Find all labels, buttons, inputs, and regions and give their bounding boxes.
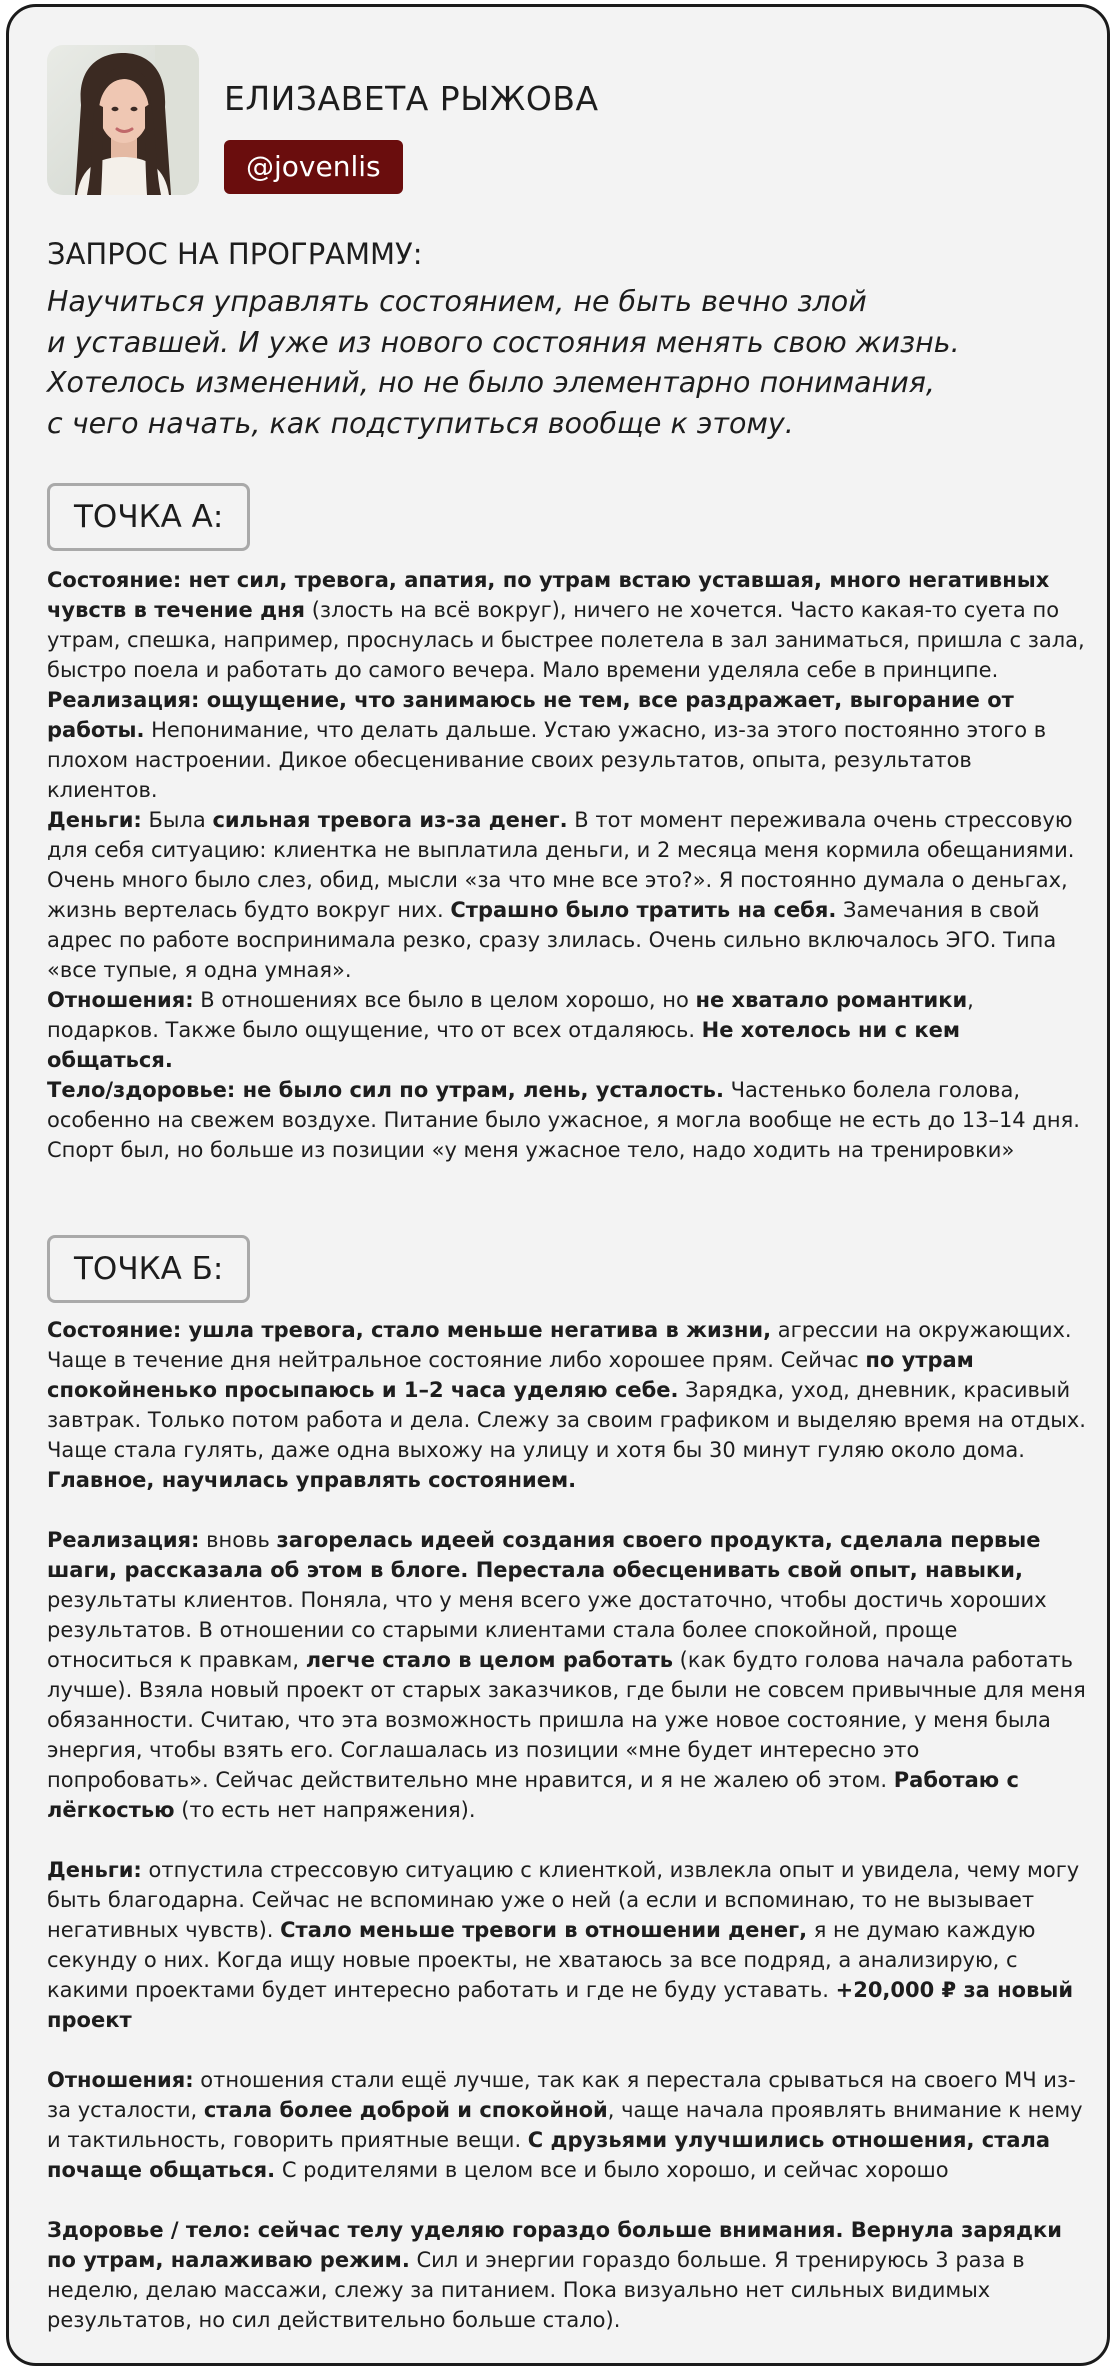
text-run: Сил и энергии гораздо больше. Я тренируюсь 3 раза в неделю, делаю массажи, слежу за питанием. Пока визуально нет сильных видимых результатов, но сил действительно больше стало). <box>47 2248 1025 2332</box>
paragraph <box>47 1075 1087 1165</box>
bold-text-run: Тело/здоровье: не было сил по утрам, лень, усталость. <box>47 1078 724 1102</box>
bold-text-run: Стало меньше тревоги в отношении денег, <box>280 1918 808 1942</box>
bold-text-run: Отношения: <box>47 2068 194 2092</box>
text-run: , чаще начала проявлять внимание к нему и тактильность, говорить приятные вещи. <box>47 2098 1083 2152</box>
text-run: В тот момент переживала очень стрессовую для себя ситуацию: клиентка не выплатила деньги, и 2 месяца меня кормила обещаниями. Очень много было слез, обид, мысли «за что мне все это?». Я постоянно думала о деньгах, жизнь вертелась будто вокруг них. <box>47 808 1075 922</box>
text-run: Была <box>141 808 213 832</box>
point-b-label: ТОЧКА Б: <box>47 1235 250 1303</box>
text-run: результаты клиентов. Поняла, что у меня всего уже достаточно, чтобы достичь хороших результатов. В отношении со старыми клиентами стала более спокойной, проще относиться к правкам, <box>47 1588 1047 1672</box>
text-run: , подарков. Также было ощущение, что от всех отдаляюсь. <box>47 988 974 1042</box>
point-a-section <box>47 565 1087 1165</box>
paragraph <box>47 985 1087 1075</box>
text-run: Замечания в свой адрес по работе воспринимала резко, сразу злилась. Очень сильно включалось ЭГО. Типа «все тупые, я одна умная». <box>47 898 1057 982</box>
request-title: ЗАПРОС НА ПРОГРАММУ: <box>47 237 423 271</box>
text-run: В отношениях все было в целом хорошо, но <box>193 988 696 1012</box>
bold-text-run: Страшно было тратить на себя. <box>450 898 837 922</box>
text-run: Зарядка, уход, дневник, красивый завтрак. Только потом работа и дела. Слежу за своим графиком и выделяю время на отдых. Чаще стала гулять, даже одна выхожу на улицу и хотя бы 30 минут гуляю около дома. <box>47 1378 1086 1462</box>
bold-text-run: легче стало в целом работать <box>305 1648 673 1672</box>
paragraph <box>47 1525 1087 1825</box>
paragraph <box>47 805 1087 985</box>
text-run: вновь <box>199 1528 277 1552</box>
avatar <box>47 45 199 195</box>
bold-text-run: загорелась идеей создания своего продукта, сделала первые шаги, рассказала об этом в блоге. Перестала обесценивать свой опыт, навыки, <box>47 1528 1041 1582</box>
paragraph <box>47 2215 1087 2335</box>
profile-handle-badge[interactable]: @jovenlis <box>224 140 403 194</box>
request-line: с чего начать, как подступиться вообще к этому. <box>47 406 794 440</box>
bold-text-run: Реализация: ощущение, что занимаюсь не тем, все раздражает, выгорание от работы. <box>47 688 1014 742</box>
paragraph <box>47 2065 1087 2185</box>
bold-text-run: сильная тревога из-за денег. <box>212 808 568 832</box>
bold-text-run: Состояние: ушла тревога, стало меньше негатива в жизни, <box>47 1318 772 1342</box>
bold-text-run: по утрам спокойненько просыпаюсь и 1–2 часа уделяю себе. <box>47 1348 974 1402</box>
bold-text-run: Состояние: нет сил, тревога, апатия, по утрам встаю уставшая, много негативных чувств в течение дня <box>47 568 1050 622</box>
paragraph <box>47 565 1087 685</box>
paragraph <box>47 1315 1087 1495</box>
text-run: Непонимание, что делать дальше. Устаю ужасно, из-за этого постоянно этого в плохом настроении. Дикое обесценивание своих результатов, опыта, результатов клиентов. <box>47 718 1047 802</box>
bold-text-run: Главное, научилась управлять состоянием. <box>47 1468 577 1492</box>
request-line: Научиться управлять состоянием, не быть вечно злой <box>47 285 867 318</box>
text-run: (то есть нет напряжения). <box>174 1798 476 1822</box>
bold-text-run: не хватало романтики <box>695 988 968 1012</box>
bold-text-run: Работаю с лёгкостью <box>47 1768 1019 1822</box>
text-run: я не думаю каждую секунду о них. Когда ищу новые проекты, не хватаюсь за все подряд, а анализирую, с какими проектами будет интересно работать и где не буду уставать. <box>47 1918 1036 2002</box>
text-run: агрессии на окружающих. Чаще в течение дня нейтральное состояние либо хорошее прям. Сейчас <box>47 1318 1072 1372</box>
bold-text-run: Реализация: <box>47 1528 200 1552</box>
bold-text-run: Здоровье / тело: сейчас телу уделяю гораздо больше внимания. Вернула зарядки по утрам, налаживаю режим. <box>47 2218 1062 2272</box>
request-line: Хотелось изменений, но не было элементарно понимания, <box>47 366 935 399</box>
point-a-label: ТОЧКА А: <box>47 483 250 551</box>
text-run: (злость на всё вокруг), ничего не хочется. Часто какая-то суета по утрам, спешка, например, проснулась и быстрее полетела в зал заниматься, пришла с зала, быстро поела и работать до самого вечера. Мало времени уделяла себе в принципе. <box>47 598 1085 682</box>
text-run: Частенько болела голова, особенно на свежем воздухе. Питание было ужасное, я могла вообще не есть до 13–14 дня. Спорт был, но больше из позиции «у меня ужасное тело, надо ходить на тренировки» <box>47 1078 1080 1162</box>
text-run: С родителями в целом все и было хорошо, и сейчас хорошо <box>275 2158 949 2182</box>
text-run: отпустила стрессовую ситуацию с клиенткой, извлекла опыт и увидела, чему могу быть благодарна. Сейчас не вспоминаю уже о ней (а если и вспоминаю, то не вызывает негативных чувств). <box>47 1858 1080 1942</box>
paragraph <box>47 1855 1087 2035</box>
profile-name: ЕЛИЗАВЕТА РЫЖОВА <box>224 79 599 118</box>
bold-text-run: С друзьями улучшились отношения, стала почаще общаться. <box>47 2128 1051 2182</box>
bold-text-run: стала более доброй и спокойной <box>203 2098 608 2122</box>
paragraph <box>47 685 1087 805</box>
bold-text-run: +20,000 ₽ за новый проект <box>47 1978 1074 2032</box>
avatar-photo <box>47 45 199 195</box>
testimonial-card <box>6 4 1110 2366</box>
bold-text-run: Деньги: <box>47 1858 142 1882</box>
text-run: (как будто голова начала работать лучше). Взяла новый проект от старых заказчиков, где были не совсем привычные для меня обязанности. Считаю, что эта возможность пришла на уже новое состояние, у меня была энергия, чтобы взять его. Соглашалась из позиции «мне будет интересно это попробовать». Сейчас действительно мне нравится, и я не жалею об этом. <box>47 1648 1086 1792</box>
text-run: отношения стали ещё лучше, так как я перестала срываться на своего МЧ из-за усталости, <box>47 2068 1076 2122</box>
request-text <box>47 282 1047 444</box>
bold-text-run: Отношения: <box>47 988 194 1012</box>
point-b-section <box>47 1315 1087 2335</box>
bold-text-run: Не хотелось ни с кем общаться. <box>47 1018 960 1072</box>
bold-text-run: Деньги: <box>47 808 142 832</box>
request-line: и уставшей. И уже из нового состояния менять свою жизнь. <box>47 325 960 359</box>
